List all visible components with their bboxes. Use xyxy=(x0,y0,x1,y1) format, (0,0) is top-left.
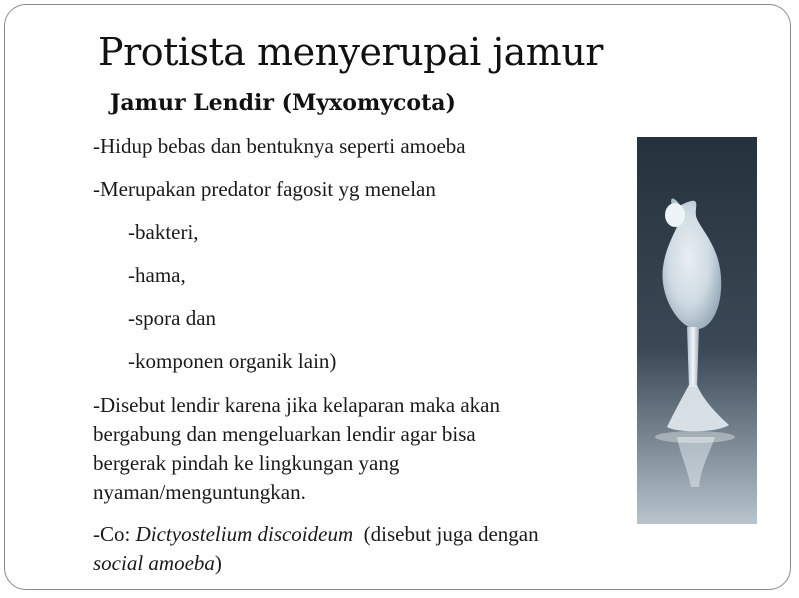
sub-bullet-line: -hama, xyxy=(128,263,186,287)
sub-bullet-line: -komponen organik lain) xyxy=(128,349,337,373)
paragraph-line: bergerak pindah ke lingkungan yang xyxy=(93,451,400,475)
example-prefix: -Co: xyxy=(93,522,136,546)
example-suffix: ) xyxy=(214,551,222,575)
paragraph-line: bergabung dan mengeluarkan lendir agar bisa xyxy=(93,422,476,446)
sub-bullet-line: -spora dan xyxy=(128,306,217,330)
example-line xyxy=(93,522,539,547)
bullet-line: -Hidup bebas dan bentuknya seperti amoeba xyxy=(93,134,466,158)
example-line-2 xyxy=(93,551,222,576)
slide-title: Protista menyerupai jamur xyxy=(98,30,603,74)
species-name: Dictyostelium discoideum xyxy=(135,522,354,546)
sub-bullet-line: -bakteri, xyxy=(128,220,199,244)
slime-mold-illustration xyxy=(637,137,757,524)
paragraph-line: nyaman/menguntungkan. xyxy=(93,480,306,504)
example-middle: (disebut juga dengan xyxy=(353,522,539,546)
paragraph-line: -Disebut lendir karena jika kelaparan maka akan xyxy=(93,393,500,417)
slide-subtitle: Jamur Lendir (Myxomycota) xyxy=(110,90,456,116)
slime-mold-photo xyxy=(637,137,757,524)
common-name: social amoeba xyxy=(93,551,215,575)
bullet-line: -Merupakan predator fagosit yg menelan xyxy=(93,177,436,201)
